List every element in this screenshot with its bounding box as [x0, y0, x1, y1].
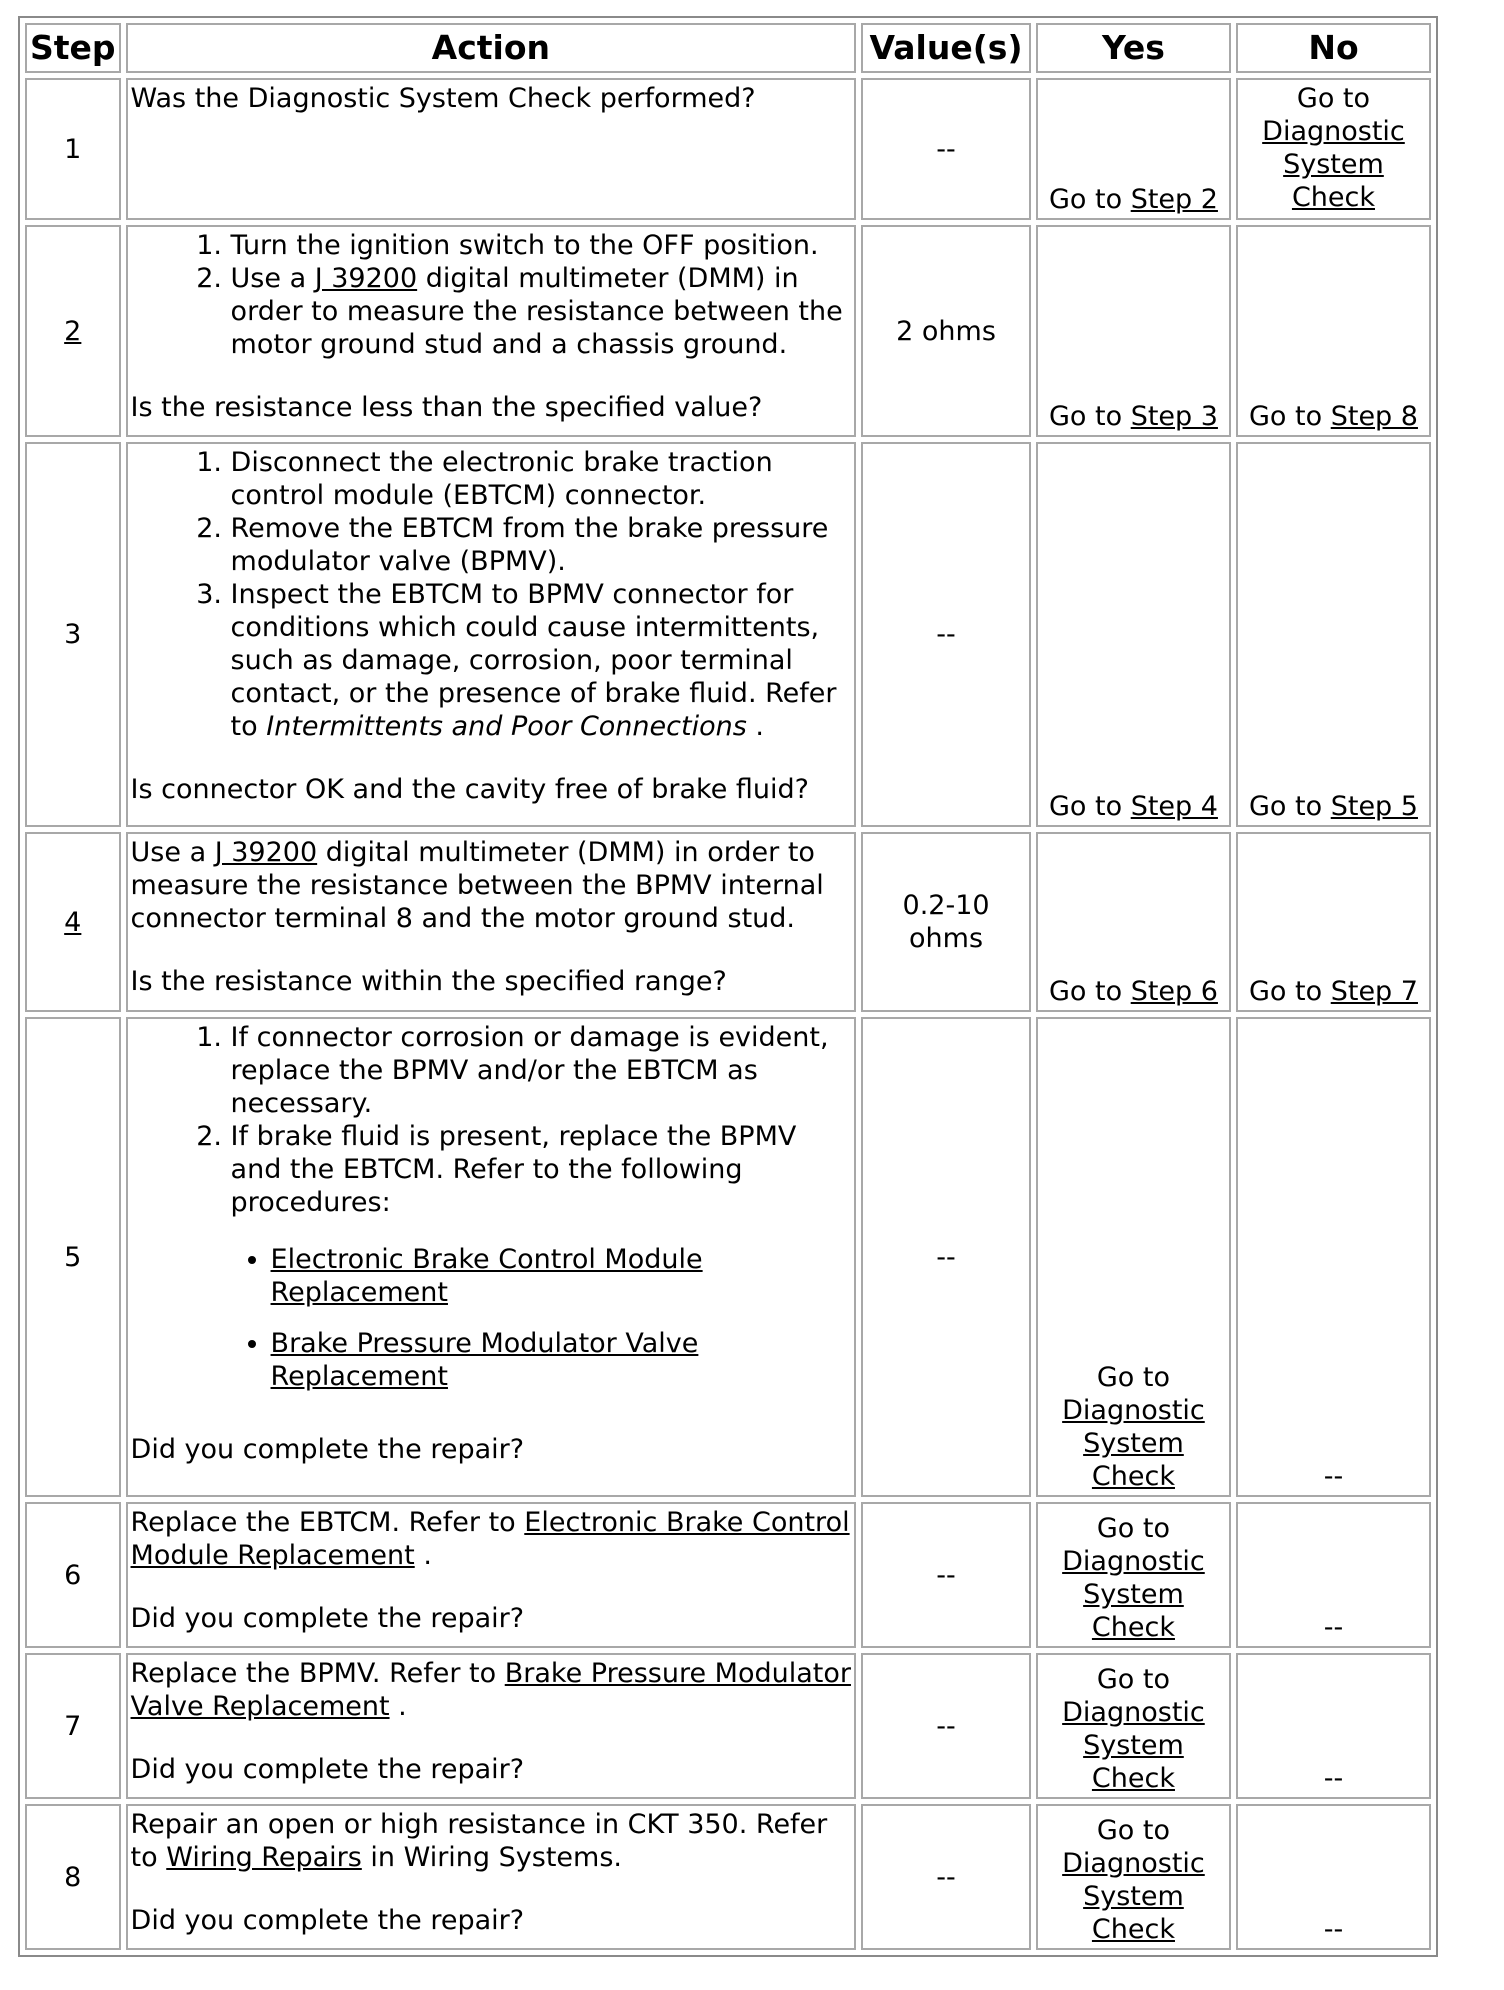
value-cell: -- [861, 1653, 1031, 1799]
action-cell [126, 1804, 857, 1950]
no-cell: -- [1236, 1502, 1431, 1648]
list-item-text: Use a [230, 263, 315, 294]
value-cell: -- [861, 1017, 1031, 1497]
bpmv-replacement-link[interactable]: Brake Pressure Modulator Valve Replacement [130, 1658, 851, 1722]
step-number: 8 [25, 1804, 121, 1950]
goto-step-8-link[interactable]: Step 8 [1330, 401, 1418, 432]
step-number [25, 225, 121, 437]
action-text-part: Repair an open or high resistance in CKT 350. Refer to [130, 1809, 828, 1873]
table-row [25, 832, 1431, 1012]
yes-cell [1036, 225, 1231, 437]
diagnostic-system-check-link[interactable]: Diagnostic System Check [1062, 1697, 1205, 1794]
step-number: 1 [25, 78, 121, 220]
diagnostic-system-check-link[interactable]: Diagnostic System Check [1262, 116, 1405, 213]
yes-cell [1036, 1653, 1231, 1799]
go-to-label: Go to [1048, 184, 1123, 215]
goto-step-7-link[interactable]: Step 7 [1330, 976, 1418, 1007]
go-to-label: Go to [1248, 976, 1323, 1007]
action-text-part: Use a [130, 837, 215, 868]
question-text: Is the resistance within the specified range? [130, 966, 727, 997]
ebcm-replacement-link[interactable]: Electronic Brake Control Module Replacement [130, 1507, 850, 1571]
go-to-label: Go to [1096, 1815, 1171, 1846]
no-cell: -- [1236, 1804, 1431, 1950]
list-item [231, 578, 852, 743]
action-text [131, 1657, 852, 1723]
action-text-part: Replace the EBTCM. Refer to [130, 1507, 525, 1538]
goto-step-4-link[interactable]: Step 4 [1130, 791, 1218, 822]
table-row [25, 1804, 1431, 1950]
header-no: No [1236, 23, 1431, 73]
header-action: Action [126, 23, 857, 73]
question-text: Did you complete the repair? [130, 1905, 525, 1936]
yes-cell [1036, 832, 1231, 1012]
list-item [271, 1327, 852, 1393]
action-text [131, 1808, 852, 1874]
header-yes: Yes [1036, 23, 1231, 73]
action-cell [126, 78, 857, 220]
go-to-label: Go to [1296, 83, 1371, 114]
question-text: Is the resistance less than the specified value? [130, 392, 763, 423]
j39200-link[interactable]: J 39200 [214, 837, 318, 868]
action-cell [126, 225, 857, 437]
value-cell: -- [861, 1804, 1031, 1950]
table-row [25, 1017, 1431, 1497]
j39200-link[interactable]: J 39200 [314, 263, 418, 294]
action-steps-list [131, 1021, 852, 1219]
list-item [231, 262, 852, 361]
yes-cell [1036, 1502, 1231, 1648]
step-number: 3 [25, 442, 121, 827]
procedure-links-list [131, 1243, 852, 1393]
go-to-label: Go to [1096, 1664, 1171, 1695]
go-to-label: Go to [1248, 401, 1323, 432]
goto-step-6-link[interactable]: Step 6 [1130, 976, 1218, 1007]
wiring-repairs-link[interactable]: Wiring Repairs [166, 1842, 362, 1873]
action-cell [126, 1502, 857, 1648]
list-item: 2. Remove the EBTCM from the brake pressure modulator valve (BPMV). [231, 512, 852, 578]
action-cell [126, 832, 857, 1012]
action-text-part: in Wiring Systems. [361, 1842, 622, 1873]
go-to-label: Go to [1096, 1362, 1171, 1393]
action-steps-list [131, 446, 852, 743]
list-item [271, 1243, 852, 1309]
step-4-anchor-link[interactable]: 4 [64, 906, 82, 938]
no-cell: -- [1236, 1017, 1431, 1497]
list-item: 1. If connector corrosion or damage is evident, replace the BPMV and/or the EBTCM as necessary. [231, 1021, 852, 1120]
table-row [25, 1502, 1431, 1648]
no-cell [1236, 225, 1431, 437]
list-item: 1. Turn the ignition switch to the OFF position. [231, 229, 852, 262]
yes-cell [1036, 1804, 1231, 1950]
ebcm-replacement-link[interactable]: Electronic Brake Control Module Replacement [270, 1244, 703, 1308]
reference-text: Intermittents and Poor Connections [266, 711, 747, 742]
go-to-label: Go to [1048, 976, 1123, 1007]
question-text: Did you complete the repair? [130, 1754, 525, 1785]
table-row [25, 442, 1431, 827]
value-cell: -- [861, 78, 1031, 220]
step-number: 6 [25, 1502, 121, 1648]
header-row [25, 23, 1431, 73]
action-text [131, 1506, 852, 1572]
question-text: Did you complete the repair? [130, 1603, 525, 1634]
header-values: Value(s) [861, 23, 1031, 73]
value-cell: 0.2-10 ohms [861, 832, 1031, 1012]
action-cell [126, 1653, 857, 1799]
question-text: Did you complete the repair? [130, 1434, 525, 1465]
question-text: Is connector OK and the cavity free of brake fluid? [130, 774, 809, 805]
diagnostic-system-check-link[interactable]: Diagnostic System Check [1062, 1546, 1205, 1643]
step-number: 7 [25, 1653, 121, 1799]
list-item: 1. Disconnect the electronic brake traction control module (EBTCM) connector. [231, 446, 852, 512]
value-cell: 2 ohms [861, 225, 1031, 437]
yes-cell [1036, 442, 1231, 827]
diagnostic-table [18, 16, 1438, 1957]
diagnostic-system-check-link[interactable]: Diagnostic System Check [1062, 1395, 1205, 1492]
go-to-label: Go to [1248, 791, 1323, 822]
table-row [25, 78, 1431, 220]
yes-cell [1036, 1017, 1231, 1497]
list-item-text: Inspect the EBTCM to BPMV connector for conditions which could cause intermittents, such as damage, corrosion, poor terminal contact, or the presence of brake fluid. Refer to [230, 579, 837, 742]
yes-cell [1036, 78, 1231, 220]
diagnostic-system-check-link[interactable]: Diagnostic System Check [1062, 1848, 1205, 1945]
action-cell [126, 1017, 857, 1497]
go-to-label: Go to [1048, 401, 1123, 432]
no-cell [1236, 832, 1431, 1012]
step-number: 5 [25, 1017, 121, 1497]
action-text: Was the Diagnostic System Check performed? [130, 83, 756, 114]
step-number [25, 832, 121, 1012]
action-text-part: Replace the BPMV. Refer to [130, 1658, 505, 1689]
no-cell: -- [1236, 1653, 1431, 1799]
header-step: Step [25, 23, 121, 73]
table-row [25, 1653, 1431, 1799]
bpmv-replacement-link[interactable]: Brake Pressure Modulator Valve Replacement [270, 1328, 699, 1392]
action-text-part: . [389, 1691, 407, 1722]
goto-step-3-link[interactable]: Step 3 [1130, 401, 1218, 432]
value-cell: -- [861, 442, 1031, 827]
list-item: 2. If brake fluid is present, replace the BPMV and the EBTCM. Refer to the following procedures: [231, 1120, 852, 1219]
goto-step-2-link[interactable]: Step 2 [1130, 184, 1218, 215]
step-2-anchor-link[interactable]: 2 [64, 315, 82, 347]
value-cell: -- [861, 1502, 1031, 1648]
go-to-label: Go to [1096, 1513, 1171, 1544]
no-cell [1236, 442, 1431, 827]
action-steps-list [131, 229, 852, 361]
action-text-part: digital multimeter (DMM) in order to measure the resistance between the BPMV internal connector terminal 8 and the motor ground stud. [130, 837, 824, 934]
no-cell [1236, 78, 1431, 220]
goto-step-5-link[interactable]: Step 5 [1330, 791, 1418, 822]
action-cell [126, 442, 857, 827]
list-item-text: . [746, 711, 764, 742]
action-text-part: . [414, 1540, 432, 1571]
table-row [25, 225, 1431, 437]
go-to-label: Go to [1048, 791, 1123, 822]
list-item-text: digital multimeter (DMM) in order to measure the resistance between the motor ground stud and a chassis ground. [230, 263, 843, 360]
action-text [131, 836, 852, 935]
